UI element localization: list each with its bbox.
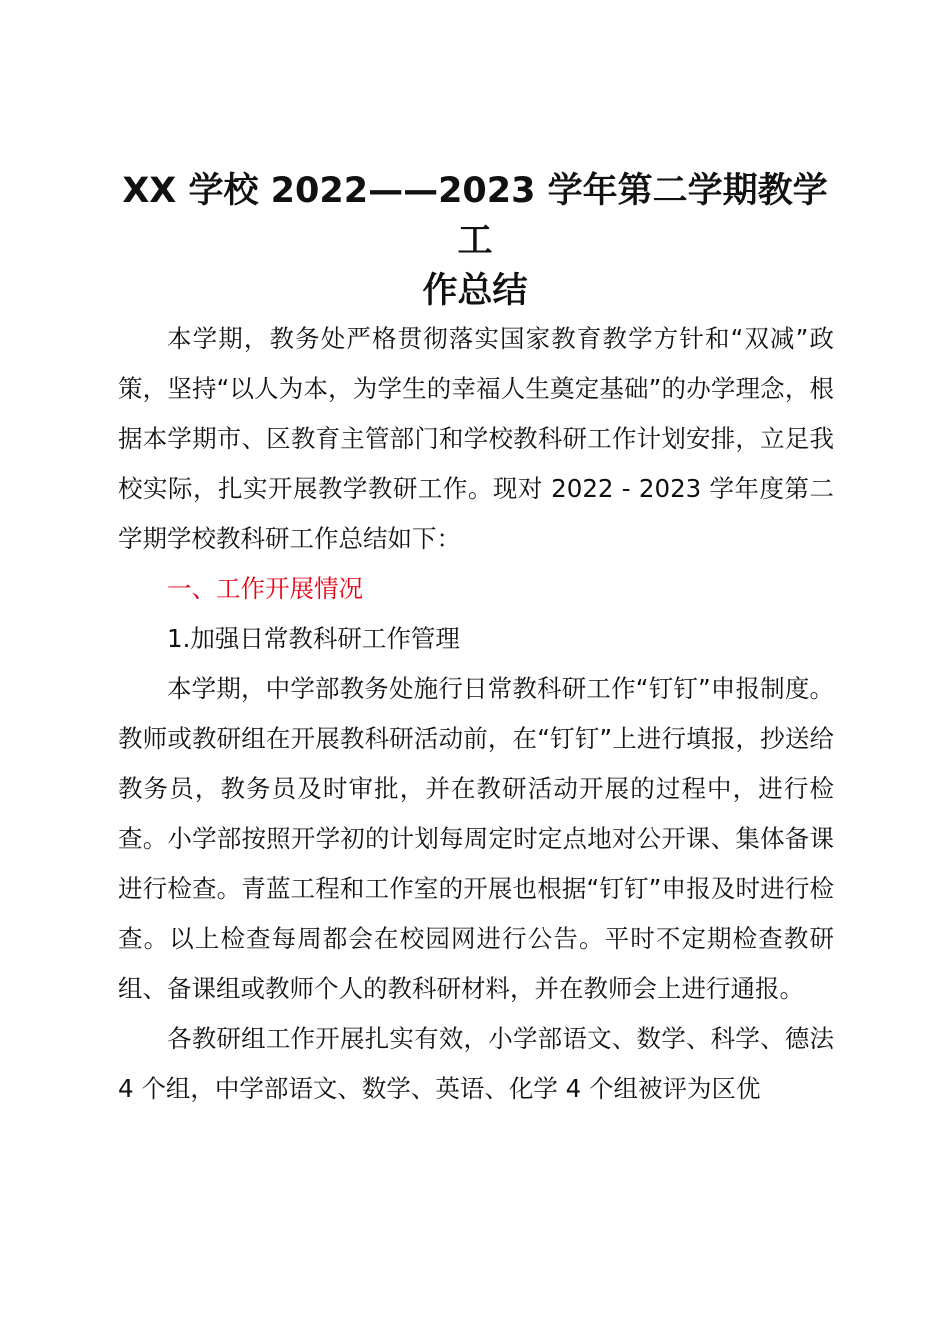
document-title	[110, 166, 840, 316]
subheading-daily-management: 1.加强日常教科研工作管理	[167, 624, 460, 653]
paragraph-dingtalk-system: 本学期，中学部教务处施行日常教科研工作“钉钉”申报制度。教师或教研组在开展教科研活动前，在“钉钉”上进行填报，抄送给教务员，教务员及时审批，并在教研活动开展的过程中，进行检查。小学部按照开学初的计划每周定时定点地对公开课、集体备课进行检查。青蓝工程和工作室的开展也根据“钉钉”申报及时进行检查。以上检查每周都会在校园网进行公告。平时不定期检查教研组、备课组或教师个人的教科研材料，并在教师会上进行通报。	[118, 674, 834, 1003]
intro-paragraph: 本学期，教务处严格贯彻落实国家教育教学方针和“双减”政策，坚持“以人为本，为学生的幸福人生奠定基础”的办学理念，根据本学期市、区教育主管部门和学校教科研工作计划安排，立足我校实际，扎实开展教学教研工作。现对 2022 - 2023 学年度第二学期学校教科研工作总结如下：	[118, 324, 834, 553]
paragraph-teaching-groups: 各教研组工作开展扎实有效，小学部语文、数学、科学、德法 4 个组，中学部语文、数学、英语、化学 4 个组被评为区优	[118, 1024, 834, 1103]
title-line-2: 作总结	[422, 271, 528, 311]
document-body	[118, 314, 834, 1114]
section-heading-work-status: 一、工作开展情况	[167, 574, 363, 603]
title-line-1: XX 学校 2022——2023 学年第二学期教学工	[122, 171, 828, 261]
